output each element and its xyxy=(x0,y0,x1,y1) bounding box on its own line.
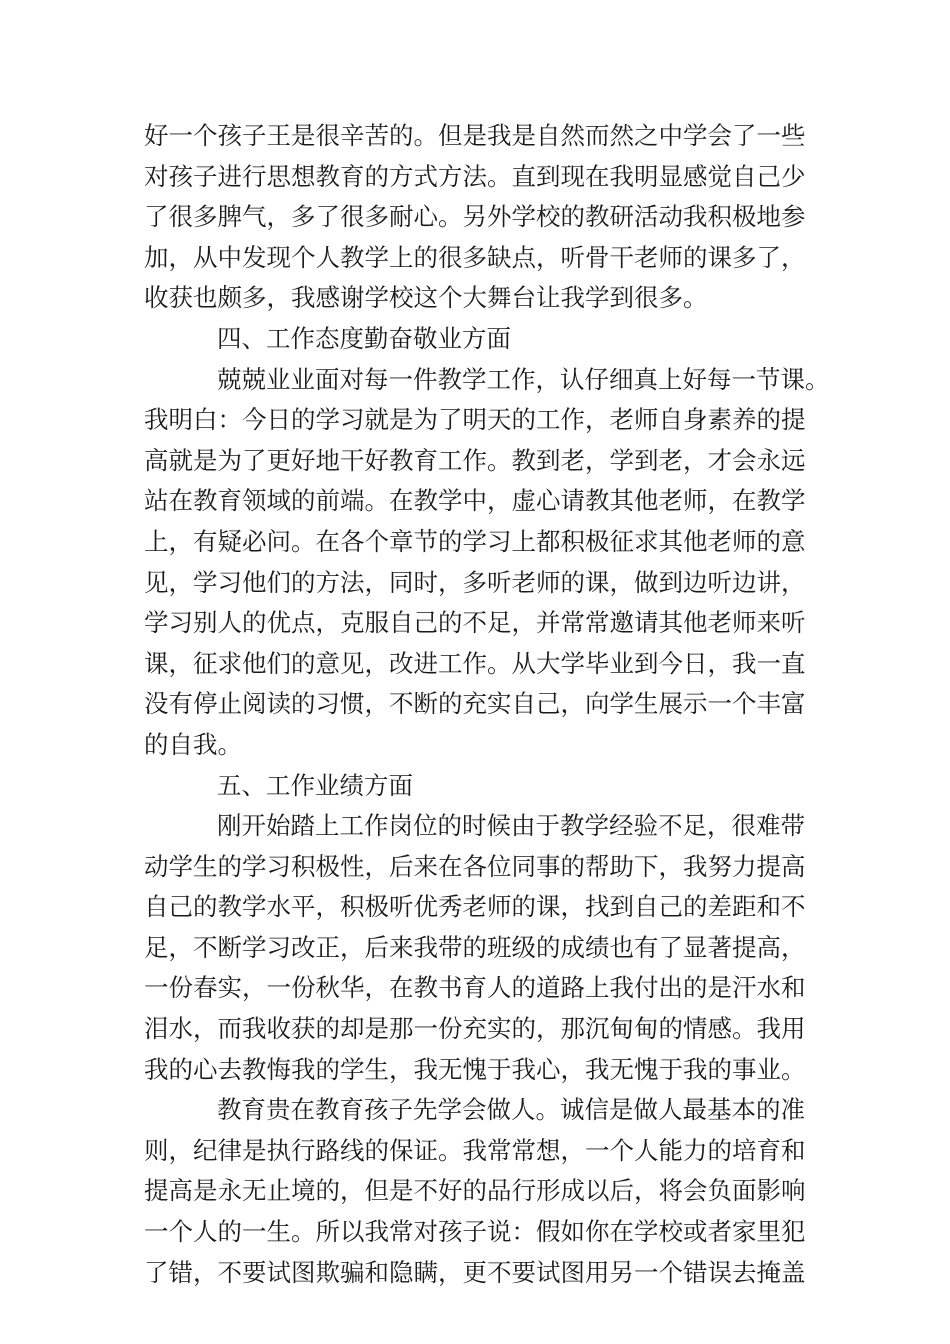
text-line: 提高是永无止境的，但是不好的品行形成以后，将会负面影响 xyxy=(144,1176,806,1206)
text-line: 没有停止阅读的习惯，不断的充实自己，向学生展示一个丰富 xyxy=(144,689,806,719)
text-line: 了很多脾气，多了很多耐心。另外学校的教研活动我积极地参 xyxy=(144,202,806,232)
text-line: 加，从中发现个人教学上的很多缺点，听骨干老师的课多了， xyxy=(144,242,806,272)
text-line: 刚开始踏上工作岗位的时候由于教学经验不足，很难带 xyxy=(217,811,805,841)
text-line: 了错，不要试图欺骗和隐瞒，更不要试图用另一个错误去掩盖 xyxy=(144,1257,806,1287)
text-line: 一个人的一生。所以我常对孩子说：假如你在学校或者家里犯 xyxy=(144,1217,806,1247)
text-line: 好一个孩子王是很辛苦的。但是我是自然而然之中学会了一些 xyxy=(144,121,806,150)
text-line: 则，纪律是执行路线的保证。我常常想，一个人能力的培育和 xyxy=(144,1135,806,1165)
text-line: 动学生的学习积极性，后来在各位同事的帮助下，我努力提高 xyxy=(144,851,806,881)
text-line: 学习别人的优点，克服自己的不足，并常常邀请其他老师来听 xyxy=(144,608,806,638)
text-line: 的自我。 xyxy=(144,729,242,759)
document-body xyxy=(144,116,830,1293)
text-line: 教育贵在教育孩子先学会做人。诚信是做人最基本的准 xyxy=(217,1095,805,1125)
text-line: 自己的教学水平，积极听优秀老师的课，找到自己的差距和不 xyxy=(144,892,806,922)
text-line: 站在教育领域的前端。在教学中，虚心请教其他老师，在教学 xyxy=(144,486,806,516)
text-line: 我明白：今日的学习就是为了明天的工作，老师自身素养的提 xyxy=(144,405,806,435)
text-line: 见，学习他们的方法，同时，多听老师的课，做到边听边讲， xyxy=(144,567,806,597)
text-line: 一份春实，一份秋华，在教书育人的道路上我付出的是汗水和 xyxy=(144,973,806,1003)
text-line: 对孩子进行思想教育的方式方法。直到现在我明显感觉自己少 xyxy=(144,161,806,191)
text-line: 五、工作业绩方面 xyxy=(217,770,413,800)
text-line: 我的心去教悔我的学生，我无愧于我心，我无愧于我的事业。 xyxy=(144,1054,806,1084)
text-line: 足，不断学习改正，后来我带的班级的成绩也有了显著提高， xyxy=(144,932,806,962)
text-line: 课，征求他们的意见，改进工作。从大学毕业到今日，我一直 xyxy=(144,648,806,678)
text-line: 兢兢业业面对每一件教学工作，认仔细真上好每一节课。 xyxy=(217,364,830,394)
text-line: 上，有疑必问。在各个章节的学习上都积极征求其他老师的意 xyxy=(144,526,806,556)
text-line: 收获也颇多，我感谢学校这个大舞台让我学到很多。 xyxy=(144,283,708,313)
text-line: 四、工作态度勤奋敬业方面 xyxy=(217,323,511,353)
text-line: 泪水，而我收获的却是那一份充实的，那沉甸甸的情感。我用 xyxy=(144,1014,806,1044)
text-line: 高就是为了更好地干好教育工作。教到老，学到老，才会永远 xyxy=(144,445,806,475)
